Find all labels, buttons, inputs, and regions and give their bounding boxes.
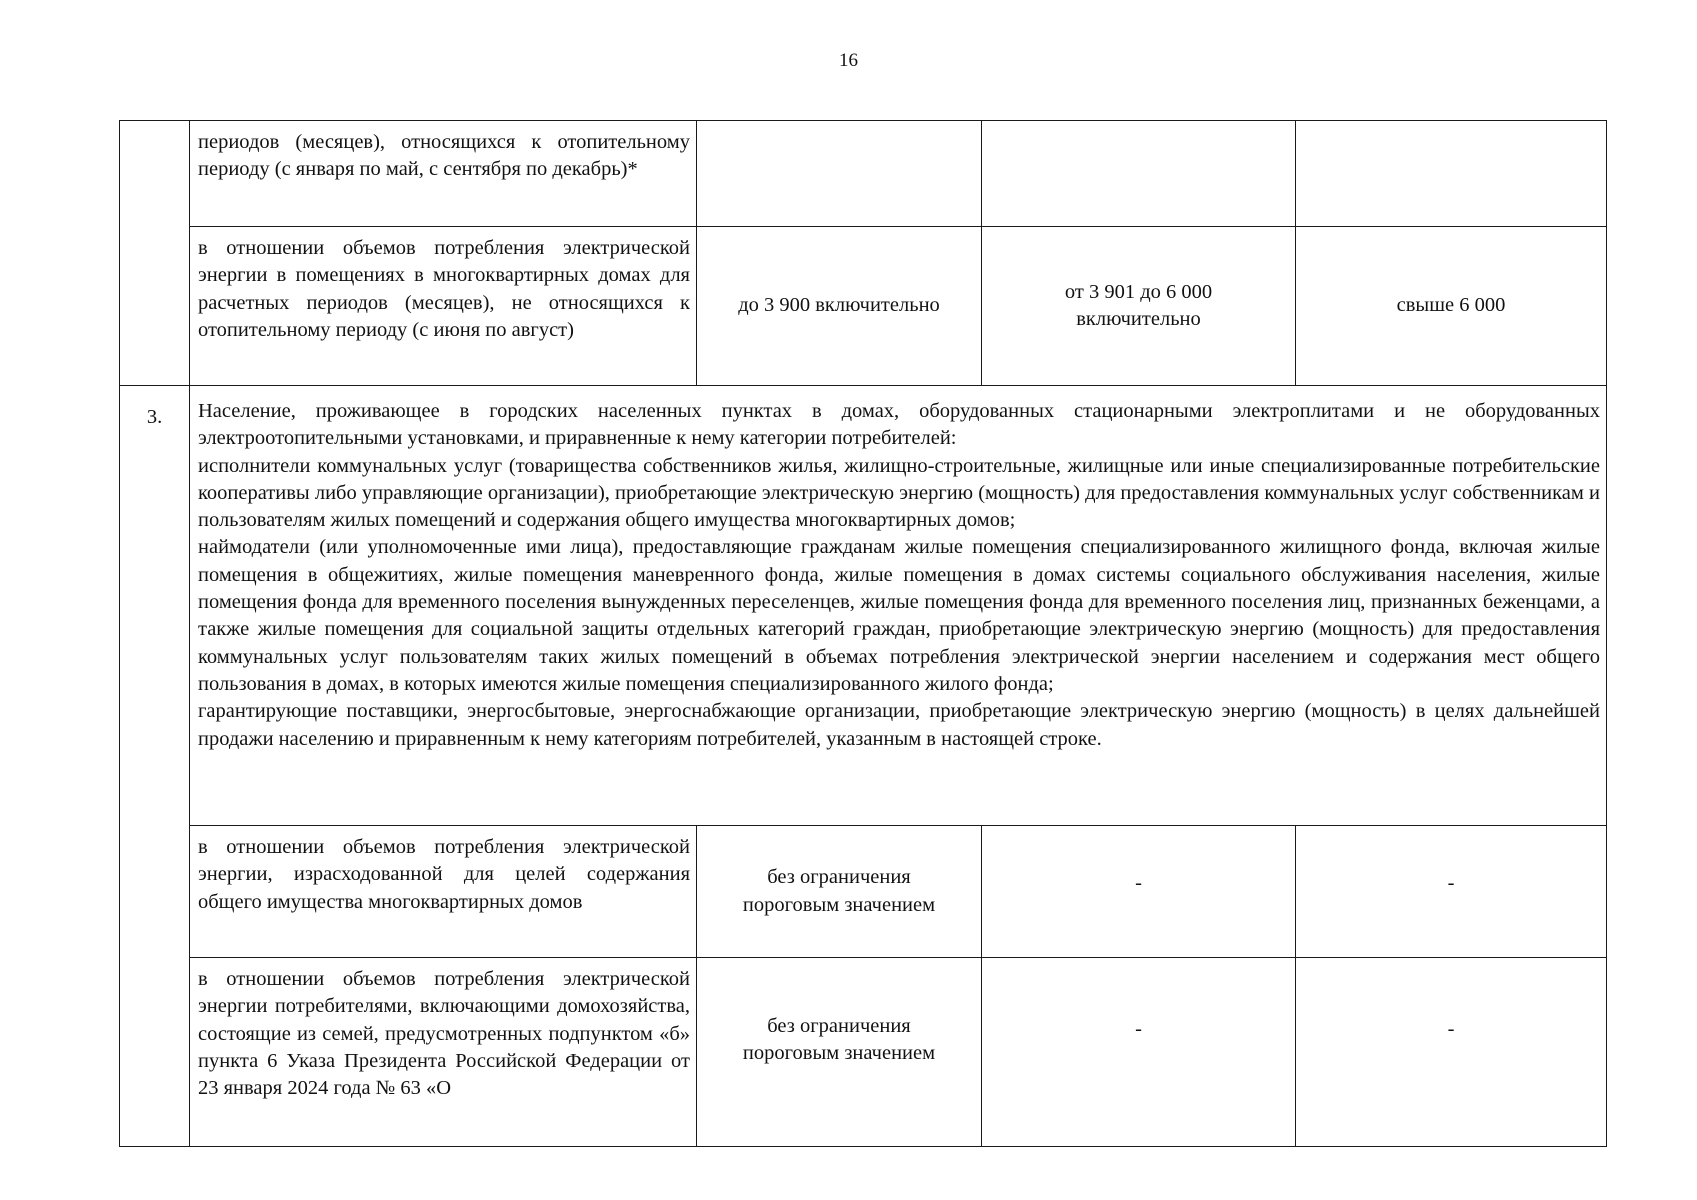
category-paragraph: Население, проживающее в городских населенных пунктах в домах, оборудованных стационарными электроплитами и не оборудованных электроотопительными установками, и приравненные к нему категории потребителей: — [198, 400, 1600, 450]
table-row — [120, 121, 1607, 227]
threshold-cell-2 — [982, 121, 1296, 227]
row-number-cell — [120, 121, 190, 386]
dash-value: - — [1447, 871, 1455, 894]
dash-value: - — [1135, 871, 1142, 894]
row-number: 3. — [146, 406, 163, 428]
row-number-cell — [120, 386, 190, 1147]
threshold-cell-2 — [982, 826, 1296, 958]
description-cell — [190, 227, 697, 386]
description-text: в отношении объемов потребления электрической энергии потребителями, включающими домохозяйства, состоящие из семей, предусмотренных подпунктом «б» пункта 6 Указа Президента Российской Федерации от 23 января 2024 года № 63 «О — [198, 968, 690, 1100]
description-text: в отношении объемов потребления электрической энергии в помещениях в многоквартирных домах для расчетных периодов (месяцев), не относящихся к отопительному периоду (с июня по август) — [198, 237, 690, 341]
threshold-value: без ограничения пороговым значением — [742, 1014, 936, 1064]
threshold-cell-3 — [1296, 826, 1607, 958]
table-row — [120, 227, 1607, 386]
threshold-cell-1 — [697, 958, 982, 1147]
threshold-cell-1 — [697, 121, 982, 227]
threshold-cell-1 — [697, 826, 982, 958]
threshold-cell-2 — [982, 227, 1296, 386]
threshold-cell-2 — [982, 958, 1296, 1147]
threshold-cell-3 — [1296, 958, 1607, 1147]
table-row — [120, 958, 1607, 1147]
category-description-cell — [190, 386, 1607, 826]
dash-value: - — [1447, 1018, 1455, 1041]
tariff-table — [119, 120, 1607, 1147]
description-cell — [190, 121, 697, 227]
threshold-value: без ограничения пороговым значением — [742, 866, 936, 916]
table-row — [120, 386, 1607, 826]
description-cell — [190, 958, 697, 1147]
dash-value: - — [1135, 1018, 1142, 1041]
table-row — [120, 826, 1607, 958]
threshold-cell-3 — [1296, 121, 1607, 227]
category-paragraph: исполнители коммунальных услуг (товарищества собственников жилья, жилищно-строительные, жилищные или иные специализированные потребительские кооперативы либо управляющие организации), приобретающие электрическую энергию (мощность) для предоставления коммунальных услуг собственникам и пользователям жилых помещений и содержания общего имущества многоквартирных домов; — [198, 454, 1600, 532]
threshold-cell-1: до 3 900 включительно — [697, 227, 982, 386]
category-paragraph: гарантирующие поставщики, энергосбытовые, энергоснабжающие организации, приобретающие электрическую энергию (мощность) в целях дальнейшей продажи населению и приравненным к нему категориям потребителей, указанным в настоящей строке. — [198, 700, 1600, 750]
threshold-cell-3: свыше 6 000 — [1296, 227, 1607, 386]
description-text: в отношении объемов потребления электрической энергии, израсходованной для целей содержания общего имущества многоквартирных домов — [198, 836, 690, 913]
threshold-value: от 3 901 до 6 000 включительно — [1064, 280, 1213, 330]
category-paragraph: наймодатели (или уполномоченные ими лица), предоставляющие гражданам жилые помещения специализированного жилищного фонда, включая жилые помещения в общежитиях, жилые помещения маневренного фонда, жилые помещения в домах системы социального обслуживания населения, жилые помещения фонда для временного поселения вынужденных переселенцев, жилые помещения фонда для временного поселения лиц, признанных беженцами, а также жилые помещения для социальной защиты отдельных категорий граждан, приобретающие электрическую энергию (мощность) для предоставления коммунальных услуг пользователям таких жилых помещений в объемах потребления электрической энергии населением и содержания мест общего пользования в домах, в которых имеются жилые помещения специализированного жилого фонда; — [198, 536, 1600, 695]
description-text: периодов (месяцев), относящихся к отопительному периоду (с января по май, с сентября по декабрь)* — [198, 131, 690, 181]
page-number: 16 — [839, 50, 858, 71]
description-cell — [190, 826, 697, 958]
